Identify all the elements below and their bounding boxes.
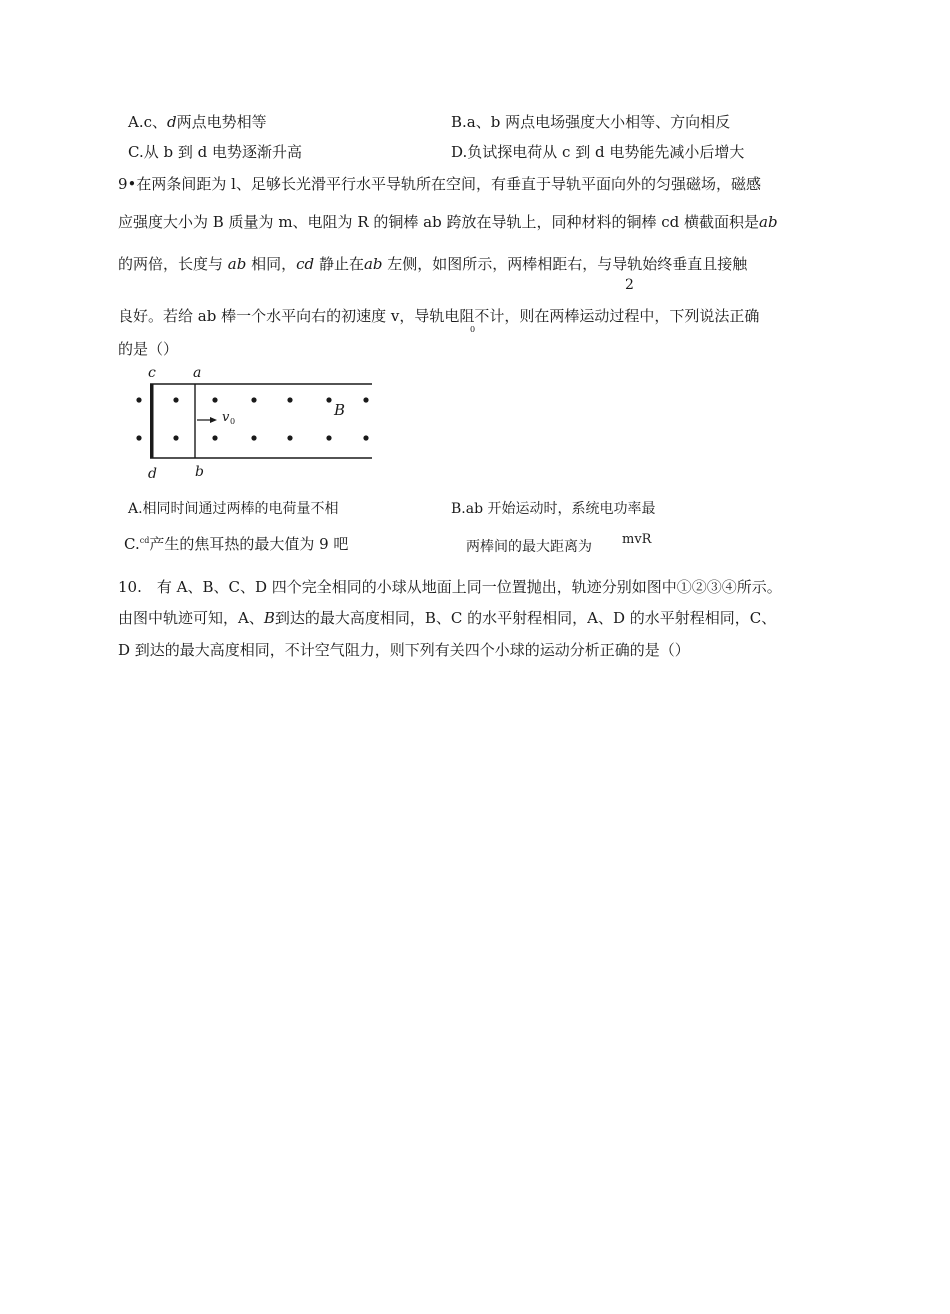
- q10-line-2-part-2: 到达的最大高度相同，B、C 的水平射程相同，A、D 的水平射程相同，C、: [274, 609, 777, 627]
- q10-line-2-part-1: 由图中轨迹可知，A、: [118, 609, 264, 627]
- q9-line-3-part-4: 左侧，如图所示，两棒相距右，与导轨始终垂直且接触: [387, 255, 748, 273]
- q8-option-a-prefix: A.c、: [128, 113, 168, 131]
- q9-line-2: [118, 215, 778, 230]
- q9-option-b: B.ab 开始运动时，系统电功率最: [451, 501, 656, 517]
- q9-option-d-fragment: mvR: [622, 532, 652, 547]
- q9-option-a: A.相同时间通过两棒的电荷量不相: [128, 501, 339, 517]
- q9-line-3-part-1: 的两倍，长度与: [118, 255, 224, 273]
- q9-line-2-var: ab: [759, 213, 778, 231]
- q8-option-a-var: d: [167, 113, 177, 131]
- q9-rail-diagram: [122, 362, 382, 482]
- q9-option-c-sub: cd: [139, 536, 150, 545]
- label-a: a: [193, 365, 202, 381]
- label-b: b: [195, 464, 204, 480]
- q9-line-3-part-3: 静止在: [318, 255, 364, 273]
- q9-line-2-main: 应强度大小为 B 质量为 m、电阻为 R 的铜棒 ab 跨放在导轨上，同种材料的铜棒 cd 横截面积是: [118, 213, 760, 231]
- q9-fraction-denominator: 2: [625, 277, 634, 293]
- q8-option-c: C.从 b 到 d 电势逐渐升高: [128, 143, 302, 161]
- q10-line-3: D 到达的最大高度相同，不计空气阻力，则下列有关四个小球的运动分析正确的是（）: [118, 641, 690, 659]
- q9-option-c-rest: 产生的焦耳热的最大值为 9 吧: [149, 535, 349, 553]
- q9-line-3: [118, 257, 747, 272]
- q8-option-a-rest: 两点电势相等: [176, 113, 267, 131]
- q10-line-2: [118, 611, 776, 626]
- label-c: c: [148, 365, 156, 381]
- label-d: d: [148, 466, 157, 482]
- q10-line-1: 10. 有 A、B、C、D 四个完全相同的小球从地面上同一位置抛出，轨迹分别如图中①②③④所示。: [118, 578, 782, 596]
- q9-line-3-var-2: cd: [296, 255, 315, 273]
- label-velocity-subscript: 0: [230, 417, 236, 426]
- q9-subscript-zero: 0: [470, 325, 476, 334]
- q8-option-b: B.a、b 两点电场强度大小相等、方向相反: [451, 113, 731, 131]
- label-field-B: B: [334, 401, 346, 419]
- q9-line-3-part-2: 相同，: [251, 255, 297, 273]
- q9-option-d-clip: [466, 539, 616, 555]
- q9-option-c: [124, 537, 348, 552]
- q9-line-5: 的是（）: [118, 340, 179, 358]
- q9-line-4: 良好。若给 ab 棒一个水平向右的初速度 v，导轨电阻不计，则在两棒运动过程中，下列说法正确: [118, 307, 760, 325]
- q9-line-3-var-1: ab: [227, 255, 247, 273]
- q9-line-3-var-3: ab: [363, 255, 383, 273]
- velocity-arrowhead: [210, 417, 217, 423]
- cd-rod: [150, 384, 154, 458]
- q8-option-a: [128, 115, 267, 130]
- q9-option-c-prefix: C.: [124, 535, 140, 553]
- q10-line-2-var: B: [263, 609, 275, 627]
- q9-option-d-cut: 两棒间的最大距离为: [466, 539, 592, 555]
- q9-line-1: 9•在两条间距为 l、足够长光滑平行水平导轨所在空间，有垂直于导轨平面向外的匀强磁场，磁感: [118, 175, 761, 193]
- q8-option-d: D.负试探电荷从 c 到 d 电势能先减小后增大: [451, 143, 745, 161]
- label-velocity: v: [222, 410, 230, 425]
